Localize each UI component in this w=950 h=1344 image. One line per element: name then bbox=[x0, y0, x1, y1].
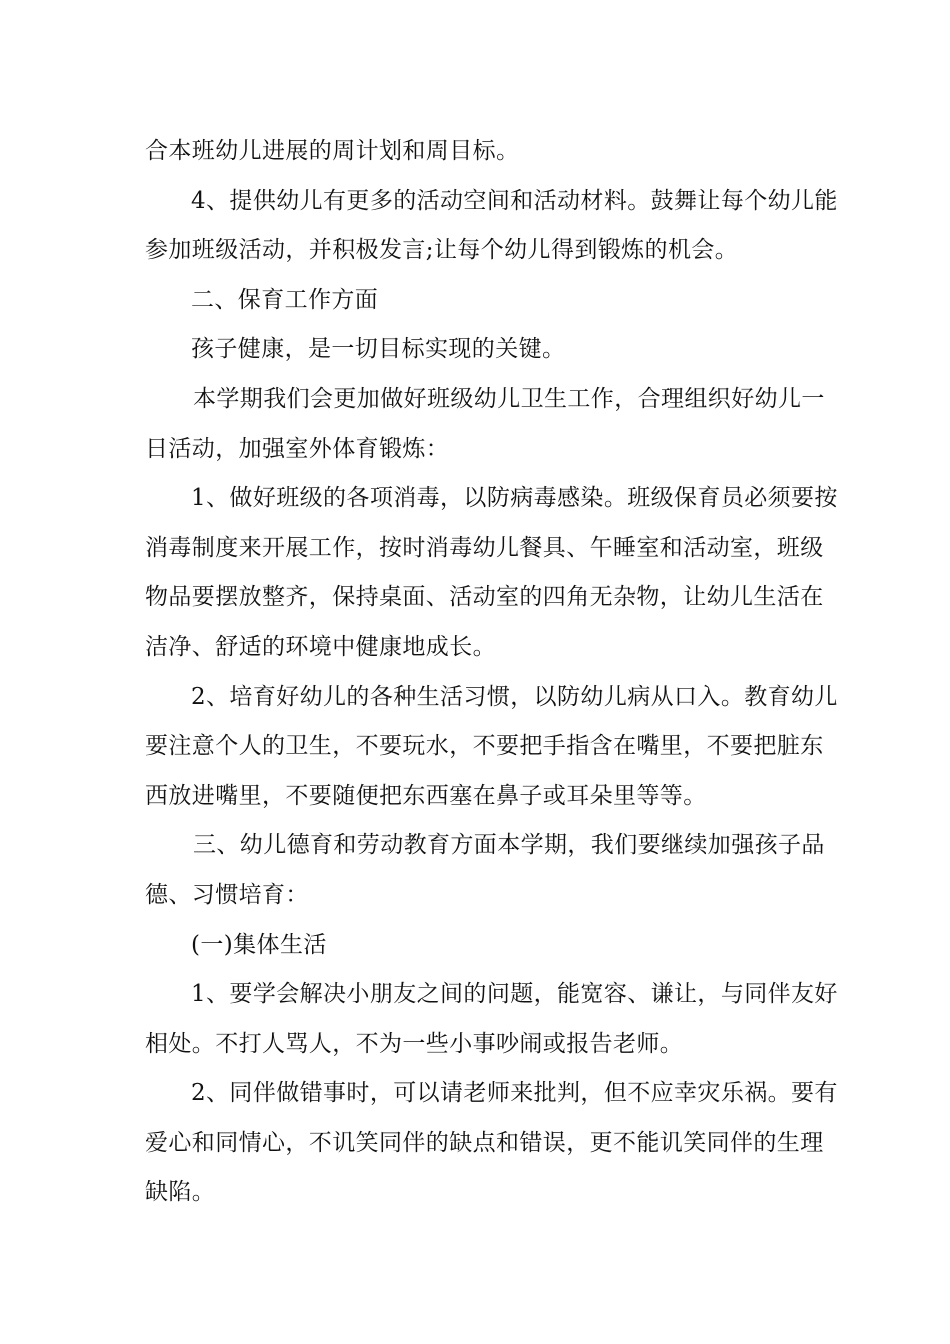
paragraph-item-4 bbox=[145, 177, 838, 276]
paragraph-item-2 bbox=[145, 1069, 838, 1218]
section-heading-moral bbox=[145, 821, 825, 920]
text-line: 1、要学会解决小朋友之间的问题，能宽容、谦让，与同伴友好 bbox=[191, 981, 838, 1008]
paragraph-semester bbox=[145, 375, 825, 474]
text-line: 2、同伴做错事时，可以请老师来批判，但不应幸灾乐祸。要有 bbox=[191, 1080, 838, 1107]
text-line: 2、培育好幼儿的各种生活习惯，以防幼儿病从口入。教育幼儿 bbox=[191, 683, 838, 710]
subsection-heading-group-life bbox=[145, 921, 810, 971]
text-line: 二、保育工作方面 bbox=[191, 286, 379, 313]
text-line: 缺陷。 bbox=[145, 1179, 216, 1206]
text-line: 相处。不打人骂人，不为一些小事吵闹或报告老师。 bbox=[145, 1030, 684, 1057]
text-line: 日活动，加强室外体育锻炼： bbox=[145, 435, 450, 462]
text-line: 西放进嘴里，不要随便把东西塞在鼻子或耳朵里等等。 bbox=[145, 782, 707, 809]
text-line: 洁净、舒适的环境中健康地成长。 bbox=[145, 633, 496, 660]
text-line: 1、做好班级的各项消毒，以防病毒感染。班级保育员必须要按 bbox=[191, 485, 838, 512]
paragraph-habits bbox=[145, 673, 838, 822]
paragraph-item-1 bbox=[145, 970, 838, 1069]
text-line: 本学期我们会更加做好班级幼儿卫生工作，合理组织好幼儿一 bbox=[193, 385, 825, 412]
document-page bbox=[145, 127, 838, 1218]
text-line: 消毒制度来开展工作，按时消毒幼儿餐具、午睡室和活动室，班级 bbox=[145, 534, 824, 561]
paragraph-continuation bbox=[145, 127, 810, 177]
text-line: 要注意个人的卫生，不要玩水，不要把手指含在嘴里，不要把脏东 bbox=[145, 733, 824, 760]
paragraph-health bbox=[145, 325, 810, 375]
text-line: 物品要摆放整齐，保持桌面、活动室的四角无杂物，让幼儿生活在 bbox=[145, 584, 824, 611]
section-heading-care bbox=[145, 276, 810, 326]
text-line: 德、习惯培育： bbox=[145, 881, 309, 908]
text-line: 4、提供幼儿有更多的活动空间和活动材料。鼓舞让每个幼儿能 bbox=[191, 187, 838, 214]
text-line: 三、幼儿德育和劳动教育方面本学期，我们要继续加强孩子品 bbox=[193, 832, 825, 859]
text-line: 参加班级活动，并积极发言;让每个幼儿得到锻炼的机会。 bbox=[145, 237, 739, 264]
text-line: 孩子健康，是一切目标实现的关键。 bbox=[191, 336, 566, 363]
text-line: 爱心和同情心，不讥笑同伴的缺点和错误，更不能讥笑同伴的生理 bbox=[145, 1129, 824, 1156]
text-line: 合本班幼儿进展的周计划和周目标。 bbox=[145, 138, 520, 164]
paragraph-disinfection bbox=[145, 474, 838, 672]
text-line: (一)集体生活 bbox=[191, 931, 327, 958]
